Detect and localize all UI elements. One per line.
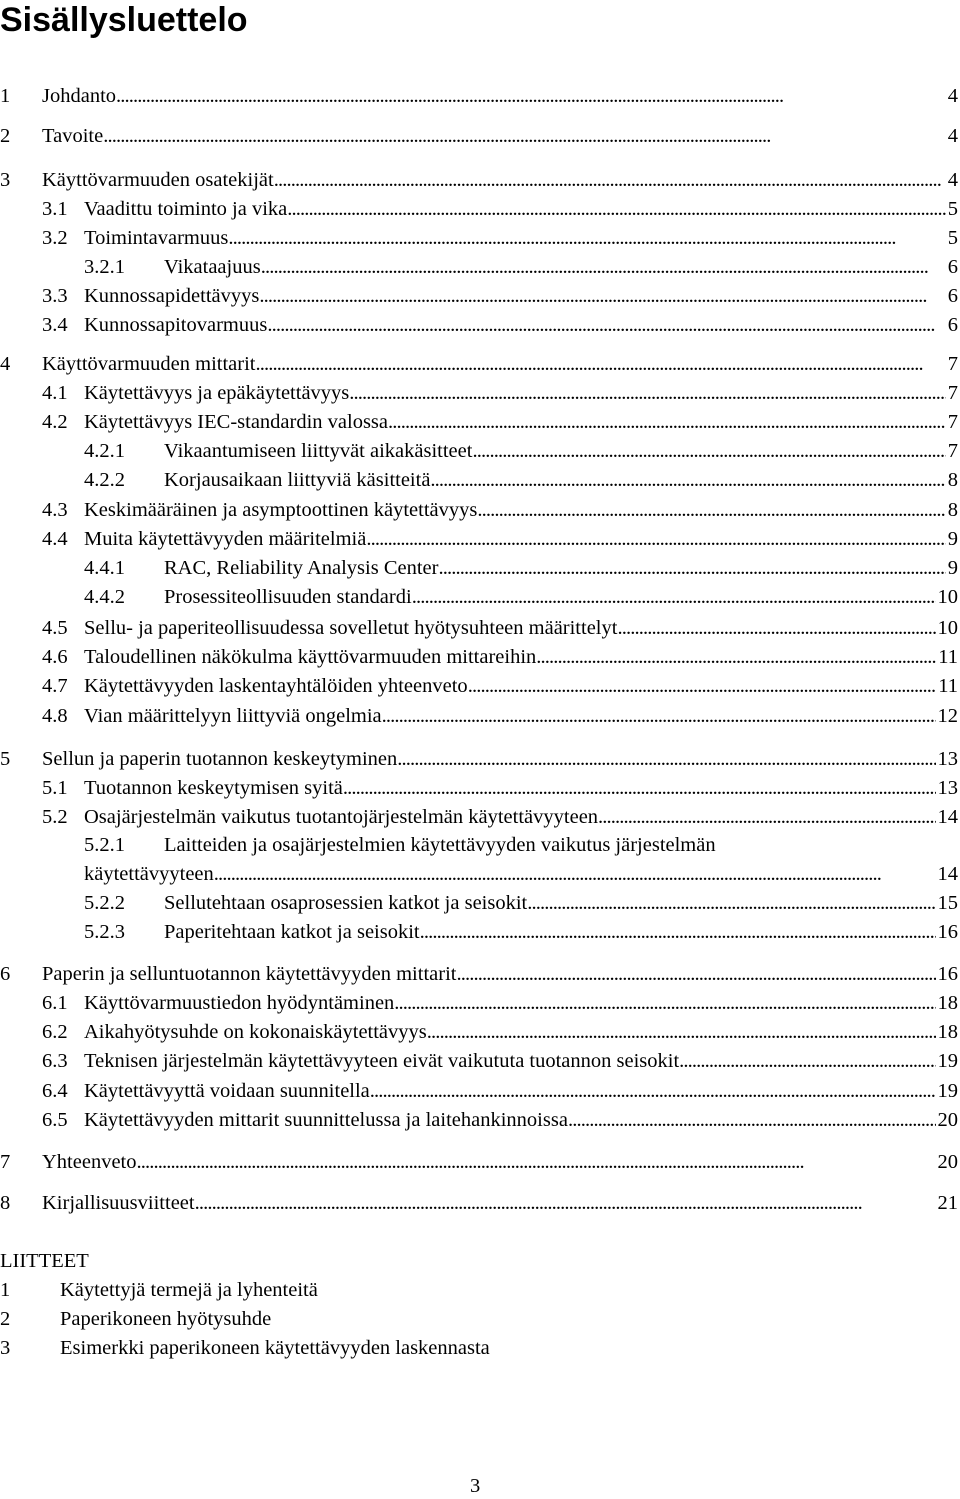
toc-entry-number: 6.4	[42, 1080, 68, 1102]
toc-entry[interactable]	[0, 1018, 958, 1046]
toc-entry[interactable]	[0, 282, 958, 310]
toc-entry-page: 5	[947, 198, 958, 220]
toc-entry-title: Vikataajuus	[164, 256, 261, 278]
toc-entry-title: Muita käytettävyyden määritelmiä	[84, 528, 367, 550]
dot-leader	[527, 889, 935, 917]
toc-entry-title: Käyttövarmuuden osatekijät	[42, 169, 274, 191]
page-title: Sisällysluettelo	[0, 1, 248, 39]
toc-entry-number: 4	[0, 353, 11, 375]
toc-entry-title: Keskimääräinen ja asymptoottinen käytettävyys	[84, 499, 478, 521]
toc-entry-title: Prosessiteollisuuden standardi	[164, 586, 412, 608]
dot-leader	[214, 860, 936, 888]
toc-entry-title: Käytettävyyttä voidaan suunnitella	[84, 1080, 370, 1102]
dot-leader	[438, 554, 945, 582]
toc-entry-title: Sellu- ja paperiteollisuudessa sovelletut hyötysuhteen määrittelyt	[84, 617, 618, 639]
toc-entry-number: 4.4	[42, 528, 68, 550]
toc-entry[interactable]	[0, 253, 958, 281]
toc-entry-page: 13	[937, 748, 958, 770]
toc-entry-page: 11	[938, 646, 958, 668]
toc-entry-title: RAC, Reliability Analysis Center	[164, 557, 439, 579]
toc-entry-page: 16	[937, 921, 958, 943]
toc-entry-title: Käytettävyyden laskentayhtälöiden yhteenveto	[84, 675, 468, 697]
appendix-number: 2	[0, 1308, 11, 1330]
dot-leader	[274, 166, 946, 194]
dot-leader	[568, 1106, 936, 1134]
toc-entry-page: 4	[947, 169, 958, 191]
toc-entry-page: 10	[937, 617, 958, 639]
toc-entry-number: 6.3	[42, 1050, 68, 1072]
toc-entry-title: Kunnossapitovarmuus	[84, 314, 268, 336]
toc-entry-page: 18	[937, 992, 958, 1014]
dot-leader	[412, 583, 936, 611]
toc-entry-title: Vian määrittelyyn liittyviä ongelmia	[84, 705, 382, 727]
toc-entry-title: Käyttövarmuustiedon hyödyntäminen	[84, 992, 395, 1014]
toc-entry-page: 7	[947, 440, 958, 462]
toc-entry[interactable]	[0, 437, 958, 465]
toc-entry-number: 5	[0, 748, 11, 770]
dot-leader	[420, 918, 936, 946]
toc-entry-page: 8	[947, 499, 958, 521]
toc-entry[interactable]	[0, 889, 958, 917]
toc-entry[interactable]	[0, 860, 958, 888]
dot-leader	[536, 643, 936, 671]
toc-entry[interactable]	[0, 583, 958, 611]
toc-entry-number: 1	[0, 85, 11, 107]
toc-entry-page: 6	[947, 314, 958, 336]
dot-leader	[195, 1189, 936, 1217]
dot-leader	[256, 350, 946, 378]
toc-entry-number: 4.1	[42, 382, 68, 404]
toc-entry[interactable]	[0, 466, 958, 494]
dot-leader	[343, 774, 936, 802]
dot-leader	[103, 122, 946, 150]
toc-entry-title: Sellun ja paperin tuotannon keskeytyminen	[42, 748, 398, 770]
toc-entry-page: 5	[947, 227, 958, 249]
appendix-title: Esimerkki paperikoneen käytettävyyden laskennasta	[60, 1337, 490, 1359]
toc-entry-page: 16	[937, 963, 958, 985]
toc-entry-page: 20	[937, 1151, 958, 1173]
toc-entry-number: 5.2.1	[84, 834, 125, 856]
dot-leader	[261, 253, 946, 281]
toc-entry-number: 4.2	[42, 411, 68, 433]
toc-entry[interactable]	[0, 82, 958, 110]
dot-leader	[228, 224, 945, 252]
toc-entry-number: 4.6	[42, 646, 68, 668]
toc-entry-title: Johdanto	[42, 85, 117, 107]
toc-entry-title: Käytettävyyden mittarit suunnittelussa ja laitehankinnoissa	[84, 1109, 568, 1131]
toc-entry-title[interactable]: Laitteiden ja osajärjestelmien käytettävyyden vaikutus järjestelmän	[164, 834, 716, 856]
dot-leader	[617, 614, 935, 642]
toc-entry-page: 14	[937, 863, 958, 885]
toc-entry-title: Vikaantumiseen liittyvät aikakäsitteet	[164, 440, 473, 462]
toc-entry-title: Aikahyötysuhde on kokonaiskäytettävyys	[84, 1021, 427, 1043]
page-number: 3	[470, 1475, 481, 1497]
toc-entry-page: 13	[937, 777, 958, 799]
toc-entry-title: Sellutehtaan osaprosessien katkot ja seisokit	[164, 892, 528, 914]
toc-entry-number: 6.1	[42, 992, 68, 1014]
toc-entry[interactable]	[0, 774, 958, 802]
dot-leader	[598, 803, 935, 831]
toc-entry-number: 3.2	[42, 227, 68, 249]
toc-entry-page: 19	[937, 1080, 958, 1102]
appendix-number: 3	[0, 1337, 11, 1359]
toc-entry-number: 4.2.1	[84, 440, 125, 462]
toc-entry-title: Teknisen järjestelmän käytettävyyteen eivät vaikututa tuotannon seisokit	[84, 1050, 680, 1072]
toc-entry-page: 7	[947, 411, 958, 433]
toc-entry[interactable]	[0, 989, 958, 1017]
toc-entry[interactable]	[0, 379, 958, 407]
toc-entry-title: Vaadittu toiminto ja vika	[84, 198, 288, 220]
toc-entry[interactable]	[0, 166, 958, 194]
dot-leader	[267, 311, 945, 339]
toc-entry[interactable]	[0, 350, 958, 378]
toc-entry-number: 4.3	[42, 499, 68, 521]
toc-entry[interactable]	[0, 1189, 958, 1217]
toc-entry-title: Taloudellinen näkökulma käyttövarmuuden mittareihin	[84, 646, 537, 668]
toc-entry[interactable]	[0, 311, 958, 339]
toc-entry[interactable]	[0, 672, 958, 700]
dot-leader	[456, 960, 935, 988]
toc-entry-number: 4.8	[42, 705, 68, 727]
dot-leader	[259, 282, 945, 310]
toc-entry-page: 9	[947, 528, 958, 550]
toc-entry-page: 9	[947, 557, 958, 579]
toc-entry[interactable]	[0, 1148, 958, 1176]
toc-entry-title: Osajärjestelmän vaikutus tuotantojärjestelmän käytettävyyteen	[84, 806, 599, 828]
toc-entry-title: Korjausaikaan liittyviä käsitteitä	[164, 469, 431, 491]
toc-entry-title: Paperin ja selluntuotannon käytettävyyden mittarit	[42, 963, 457, 985]
toc-entry-number: 4.2.2	[84, 469, 125, 491]
toc-entry-number: 5.1	[42, 777, 68, 799]
appendices-heading: LIITTEET	[0, 1250, 89, 1272]
toc-entry-page: 19	[937, 1050, 958, 1072]
toc-entry-page: 20	[937, 1109, 958, 1131]
toc-entry-title: Yhteenveto	[42, 1151, 137, 1173]
toc-entry-title: Käyttövarmuuden mittarit	[42, 353, 256, 375]
toc-entry-number: 6.5	[42, 1109, 68, 1131]
toc-entry-number: 3.1	[42, 198, 68, 220]
dot-leader	[287, 195, 945, 223]
toc-entry[interactable]	[0, 496, 958, 524]
dot-leader	[394, 989, 935, 1017]
dot-leader	[477, 496, 945, 524]
toc-entry-number: 5.2.3	[84, 921, 125, 943]
toc-entry-title: Käytettävyys IEC-standardin valossa	[84, 411, 389, 433]
toc-entry[interactable]	[0, 122, 958, 150]
dot-leader	[430, 466, 945, 494]
toc-entry-page: 6	[947, 256, 958, 278]
toc-entry-page: 4	[947, 85, 958, 107]
toc-entry[interactable]	[0, 702, 958, 730]
toc-entry-number: 8	[0, 1192, 11, 1214]
toc-entry-page: 12	[937, 705, 958, 727]
toc-entry-title: Kunnossapidettävyys	[84, 285, 260, 307]
dot-leader	[137, 1148, 936, 1176]
appendix-title: Käytettyjä termejä ja lyhenteitä	[60, 1279, 318, 1301]
toc-entry-title: Käytettävyys ja epäkäytettävyys	[84, 382, 350, 404]
toc-entry[interactable]	[0, 918, 958, 946]
toc-entry[interactable]	[0, 803, 958, 831]
toc-entry[interactable]	[0, 224, 958, 252]
dot-leader	[366, 525, 945, 553]
toc-entry[interactable]	[0, 1106, 958, 1134]
dot-leader	[370, 1077, 936, 1105]
appendix-number: 1	[0, 1279, 11, 1301]
toc-entry-number: 4.4.2	[84, 586, 125, 608]
toc-entry-number: 3.2.1	[84, 256, 125, 278]
toc-entry-page: 4	[947, 125, 958, 147]
toc-entry[interactable]	[0, 960, 958, 988]
toc-entry-title: Toimintavarmuus	[84, 227, 229, 249]
toc-entry-number: 4.5	[42, 617, 68, 639]
toc-entry[interactable]	[0, 408, 958, 436]
toc-entry-number: 4.7	[42, 675, 68, 697]
toc-entry-title: Tuotannon keskeytymisen syitä	[84, 777, 343, 799]
toc-entry-number: 3.3	[42, 285, 68, 307]
toc-entry-page: 15	[937, 892, 958, 914]
toc-entry-page: 6	[947, 285, 958, 307]
dot-leader	[397, 745, 935, 773]
toc-entry[interactable]	[0, 614, 958, 642]
toc-entry[interactable]	[0, 745, 958, 773]
toc-entry-number: 6.2	[42, 1021, 68, 1043]
toc-entry-page: 7	[947, 353, 958, 375]
toc-entry-number: 4.4.1	[84, 557, 125, 579]
toc-entry-title: Kirjallisuusviitteet	[42, 1192, 195, 1214]
toc-entry-number: 5.2	[42, 806, 68, 828]
toc-entry-page: 21	[937, 1192, 958, 1214]
toc-entry-page: 11	[938, 675, 958, 697]
toc-entry-number: 7	[0, 1151, 11, 1173]
dot-leader	[382, 702, 936, 730]
toc-entry-page: 18	[937, 1021, 958, 1043]
toc-entry-page: 7	[947, 382, 958, 404]
toc-entry[interactable]	[0, 525, 958, 553]
toc-entry-number: 3	[0, 169, 11, 191]
toc-entry-page: 14	[937, 806, 958, 828]
toc-entry-number: 3.4	[42, 314, 68, 336]
toc-entry-title: Paperitehtaan katkot ja seisokit	[164, 921, 420, 943]
toc-entry-page: 10	[937, 586, 958, 608]
toc-entry[interactable]	[0, 554, 958, 582]
dot-leader	[388, 408, 946, 436]
dot-leader	[468, 672, 937, 700]
toc-entry[interactable]	[0, 195, 958, 223]
toc-entry-page: 8	[947, 469, 958, 491]
dot-leader	[472, 437, 945, 465]
dot-leader	[349, 379, 945, 407]
toc-entry-title-continuation: käytettävyyteen	[84, 863, 214, 885]
appendix-title: Paperikoneen hyötysuhde	[60, 1308, 272, 1330]
toc-entry-title: Tavoite	[42, 125, 104, 147]
dot-leader	[427, 1018, 936, 1046]
toc-entry-number: 5.2.2	[84, 892, 125, 914]
toc-entry-number: 6	[0, 963, 11, 985]
toc-entry[interactable]	[0, 1047, 958, 1075]
toc-entry[interactable]	[0, 643, 958, 671]
toc-entry-number: 2	[0, 125, 11, 147]
dot-leader	[116, 82, 946, 110]
toc-entry[interactable]	[0, 1077, 958, 1105]
dot-leader	[679, 1047, 935, 1075]
